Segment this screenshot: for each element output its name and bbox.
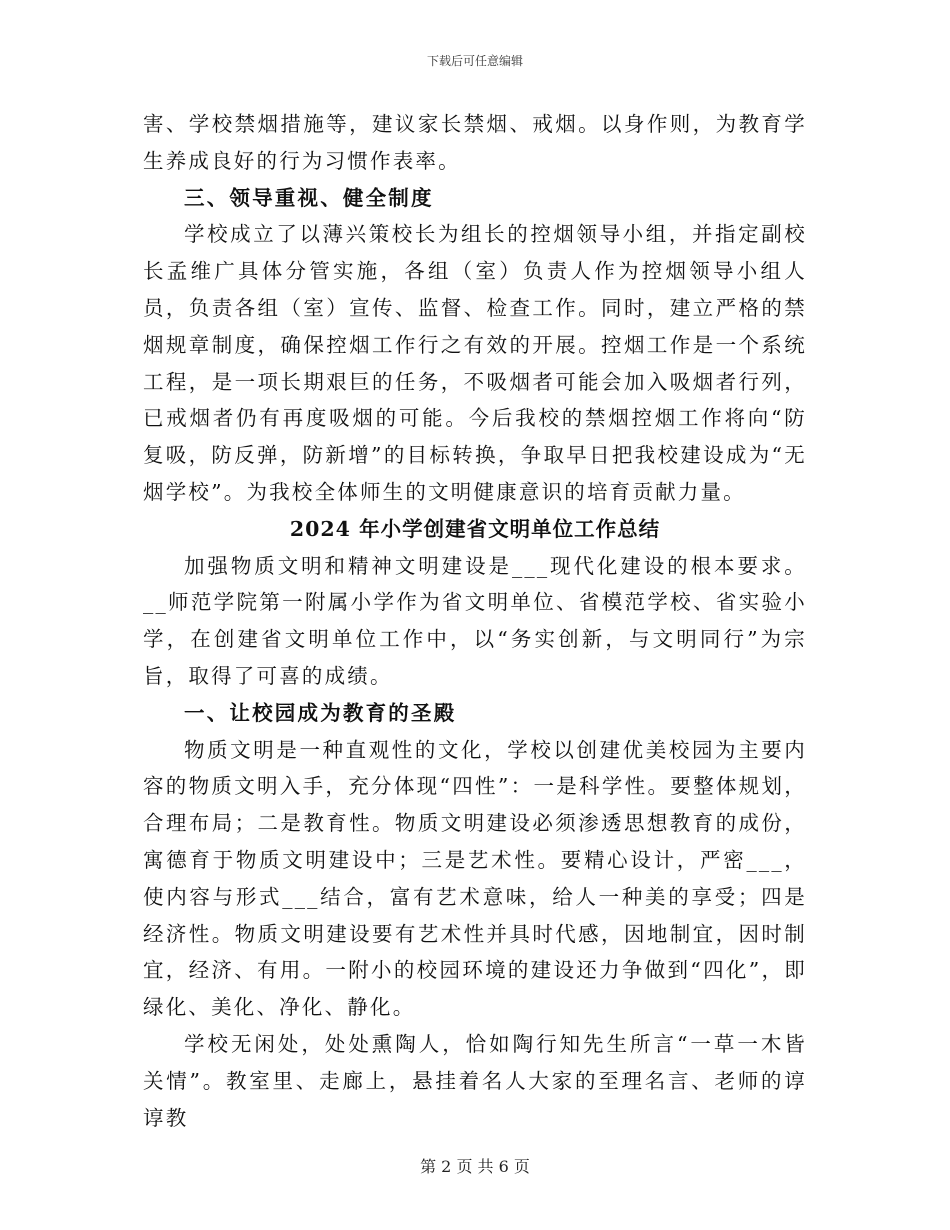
document-body — [143, 106, 807, 1136]
paragraph-intro: 加强物质文明和精神文明建设是___现代化建设的根本要求。__师范学院第一附属小学作为省文明单位、省模范学校、省实验小学，在创建省文明单位工作中，以“务实创新，与文明同行”为宗旨，取得了可喜的成绩。 — [143, 553, 807, 688]
page-header: 下载后可任意编辑 — [426, 54, 523, 68]
section-heading-campus: 一、让校园成为教育的圣殿 — [184, 700, 457, 725]
page-number: 第 2 页 共 6 页 — [420, 1157, 530, 1176]
section-heading-leadership: 三、领导重视、健全制度 — [184, 185, 434, 210]
paragraph-material-civilization: 物质文明是一种直观性的文化，学校以创建优美校园为主要内容的物质文明入手，充分体现“四性”：一是科学性。要整体规划，合理布局；二是教育性。物质文明建设必须渗透思想教育的成份，寓德育于物质文明建设中；三是艺术性。要精心设计，严密___，使内容与形式___结合，富有艺术意味，给人一种美的享受；四是经济性。物质文明建设要有艺术性并具时代感，因地制宜，因时制宜，经济、有用。一附小的校园环境的建设还力争做到“四化”，即绿化、美化、净化、静化。 — [143, 737, 807, 1020]
paragraph-leadership: 学校成立了以薄兴策校长为组长的控烟领导小组，并指定副校长孟维广具体分管实施，各组（室）负责人作为控烟领导小组人员，负责各组（室）宣传、监督、检查工作。同时，建立严格的禁烟规章制度，确保控烟工作行之有效的开展。控烟工作是一个系统工程，是一项长期艰巨的任务，不吸烟者可能会加入吸烟者行列，已戒烟者仍有再度吸烟的可能。今后我校的禁烟控烟工作将向“防复吸，防反弹，防新增”的目标转换，争取早日把我校建设成为“无烟学校”。为我校全体师生的文明健康意识的培育贡献力量。 — [143, 222, 807, 504]
document-title: 2024 年小学创建省文明单位工作总结 — [289, 516, 661, 541]
paragraph-campus-culture: 学校无闲处，处处熏陶人，恰如陶行知先生所言“一草一木皆关情”。教室里、走廊上，悬挂着名人大家的至理名言、老师的谆谆教 — [143, 1031, 807, 1130]
paragraph-continuation: 害、学校禁烟措施等，建议家长禁烟、戒烟。以身作则，为教育学生养成良好的行为习惯作表率。 — [143, 112, 807, 173]
